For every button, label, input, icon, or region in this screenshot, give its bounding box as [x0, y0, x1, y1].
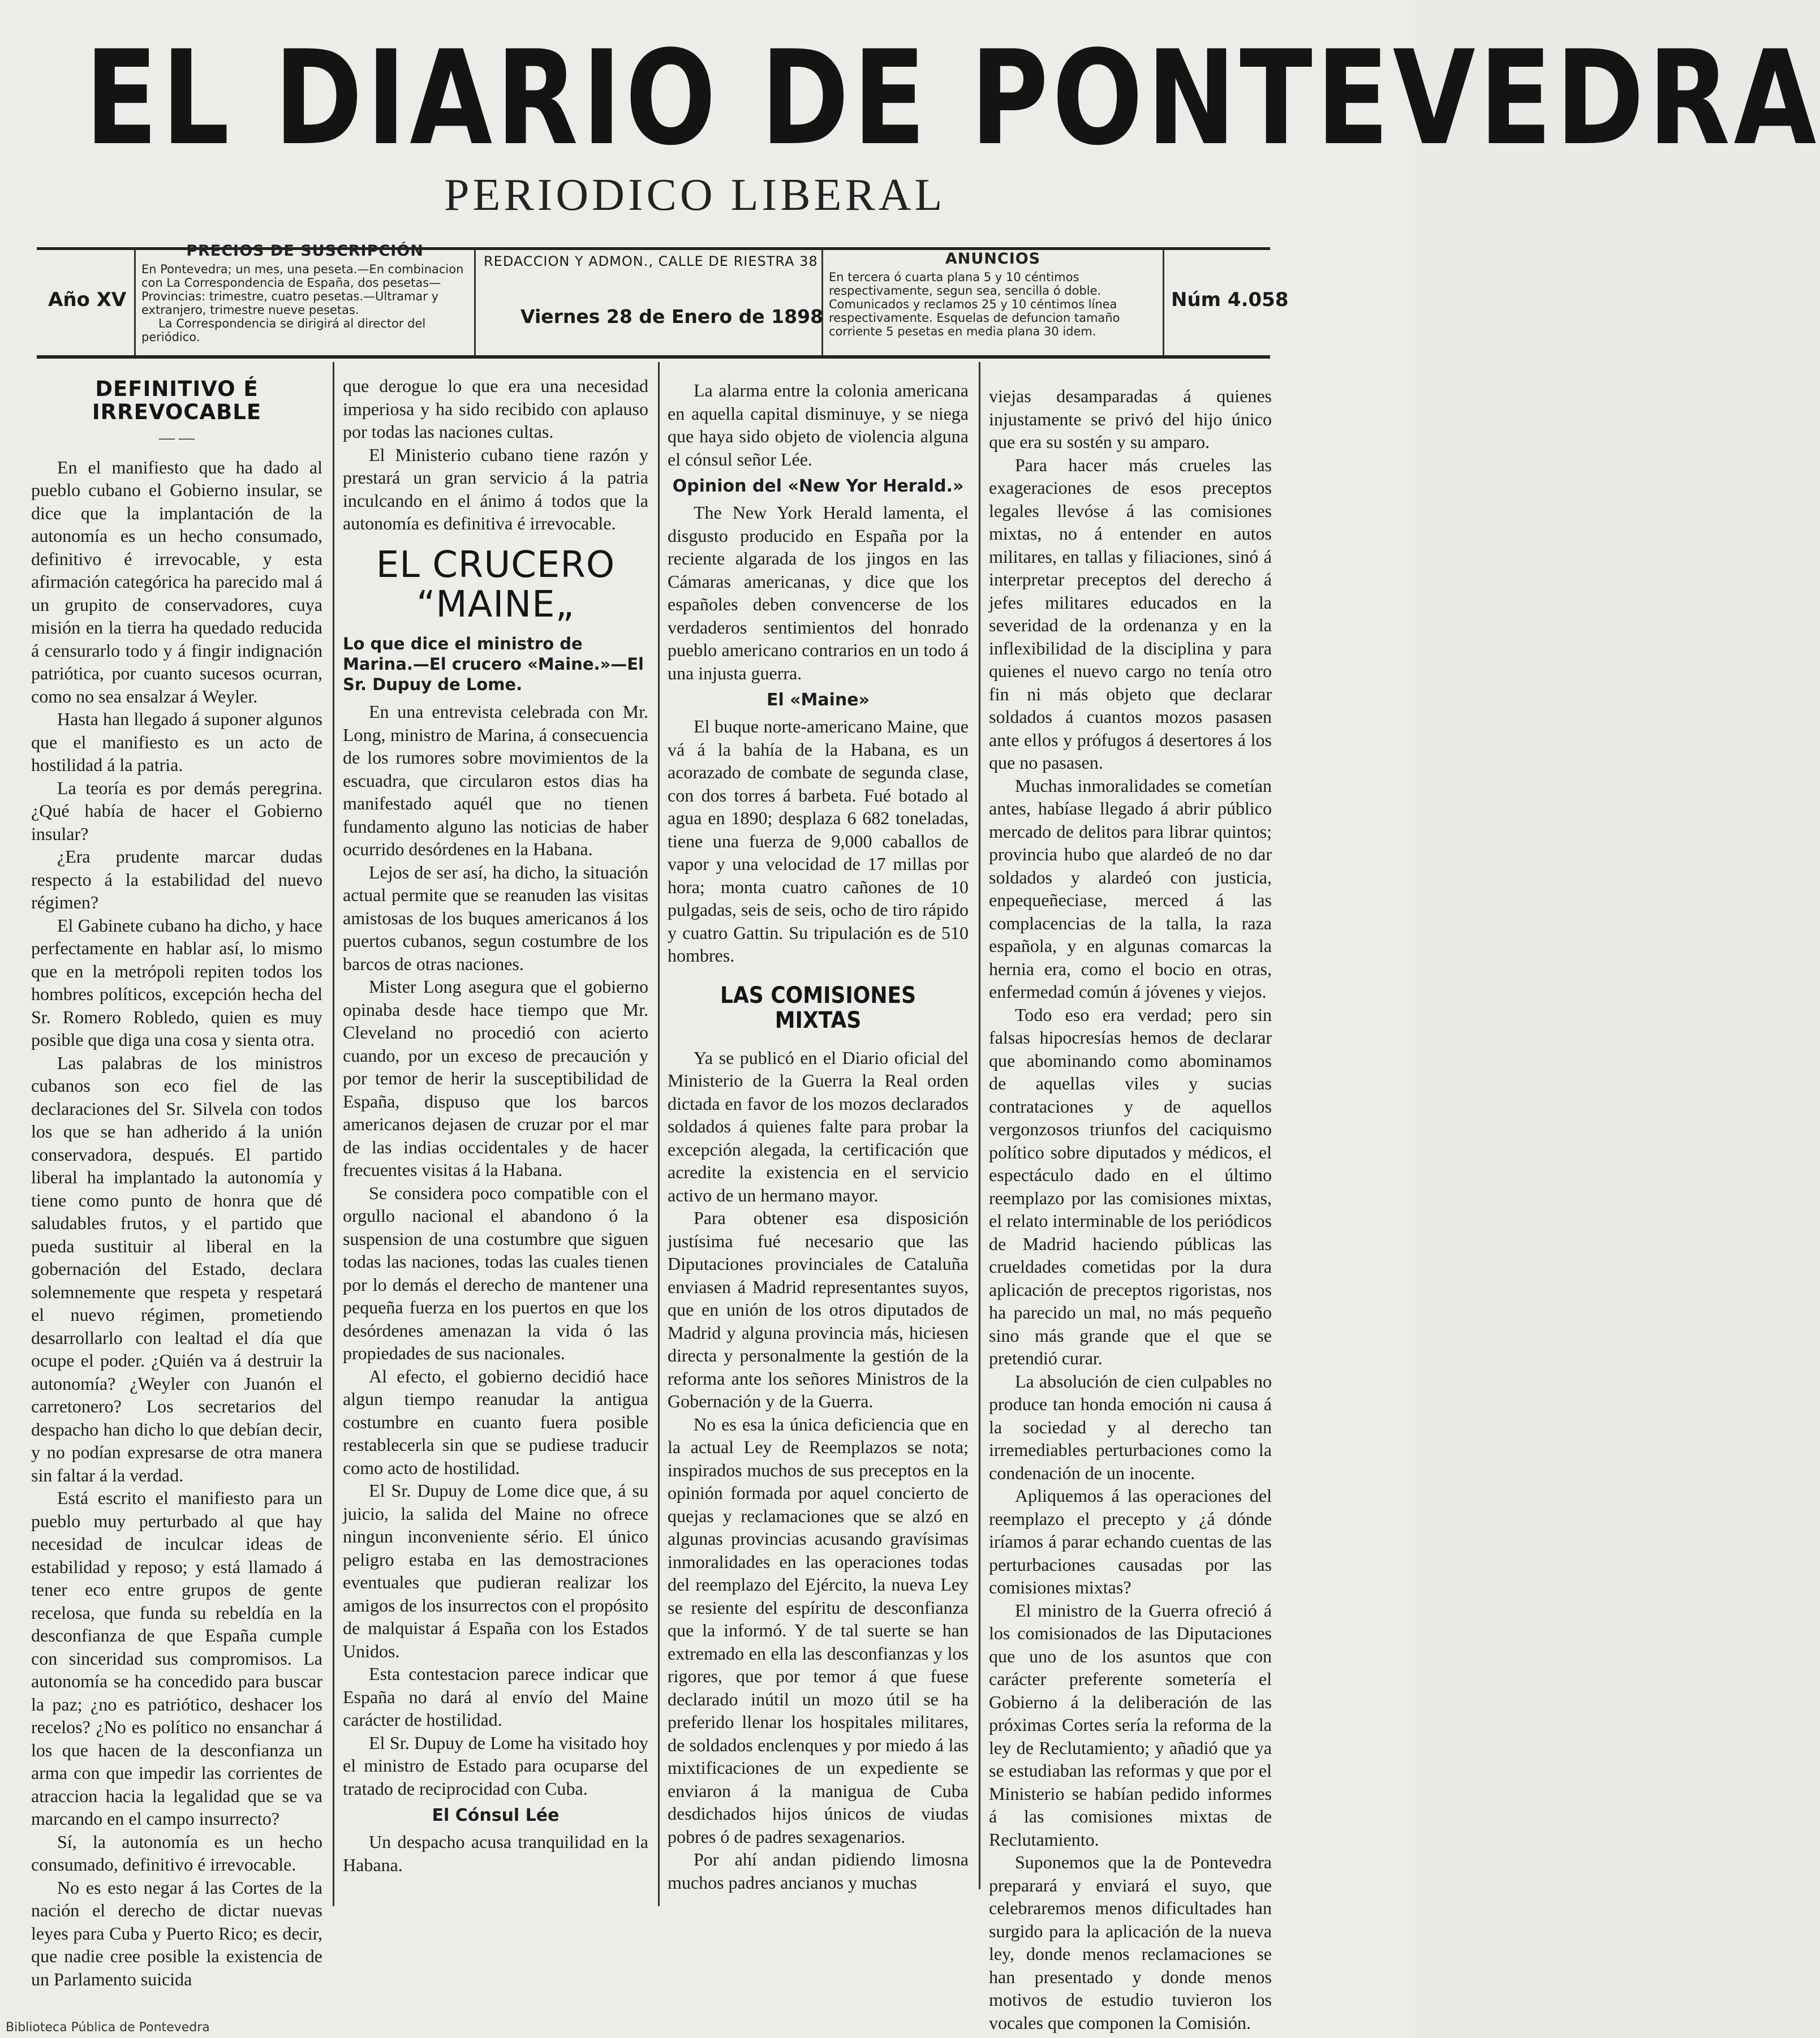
paragraph: No es esto negar á las Cortes de la nación el derecho de dictar nuevas leyes para Cuba y Puerto Rico; es decir, que nadie cree posible la existencia de un Parlamento suicida: [31, 1877, 322, 1989]
subscription-title: PRECIOS DE SUSCRIPCIÓN: [186, 242, 424, 260]
paragraph: El Sr. Dupuy de Lome dice que, á su juicio, la salida del Maine no ofrece ningun inconveniente sério. El único peligro estaba en las demostraciones eventuales que pudieran realizar los amigos de los insurrectos con el propósito de malquistar á España con los Estados Unidos.: [343, 1480, 648, 1661]
paragraph: Por ahí andan pidiendo limosna muchos padres ancianos y muchas: [668, 1849, 969, 1893]
paragraph: Sí, la autonomía es un hecho consumado, definitivo é irrevocable.: [31, 1831, 322, 1875]
header-divider: [474, 249, 476, 355]
paragraph: El Gabinete cubano ha dicho, y hace perfectamente en hablar así, lo mismo que en la metrópoli repiten todos los hombres políticos, excepción hecha del Sr. Romero Robledo, quien es muy posible que diga una cosa y sienta otra.: [31, 915, 322, 1050]
paragraph: The New York Herald lamenta, el disgusto producido en España por la reciente algarada de los jingos en las Cámaras americanas, y dice que los españoles deben convencerse de los verdaderos sentimientos del honrado pueblo americano contrarios en un todo á una injusta guerra.: [668, 502, 969, 683]
paragraph: Esta contestacion parece indicar que España no dará al envío del Maine carácter de hostilidad.: [343, 1664, 648, 1730]
subscription-box: [141, 244, 468, 344]
paragraph: Suponemos que la de Pontevedra preparará y enviará el suyo, que celebraremos menos dificultades han surgido para la aplicación de la nueva ley, donde menos reclamaciones se han presentado y donde menos motivos de estudio tuvieron los vocales que componen la Comisión.: [989, 1852, 1272, 2033]
library-credit: Biblioteca Pública de Pontevedra: [6, 2020, 210, 2035]
paragraph: Para obtener esa disposición justísima fué necesario que las Diputaciones provinciales de Cataluña enviasen á Madrid representantes suyos, que en unión de los otros diputados de Madrid y alguna provincia más, hiciesen directa y personalmente la gestión de la reforma ante los señores Ministros de la Gobernación y de la Guerra.: [668, 1208, 969, 1411]
article-subheading-maine-ship: El «Maine»: [766, 690, 870, 710]
paragraph: viejas desamparadas á quienes injustamente se privó del hijo único que era su sostén y su amparo.: [989, 386, 1272, 452]
paragraph: Ya se publicó en el Diario oficial del Ministerio de la Guerra la Real orden dictada en favor de los mozos declarados soldados á quienes falte para probar la excepción alegada, la certificación que acredite la existencia en el servicio activo de un hermano mayor.: [668, 1047, 969, 1205]
paragraph: Se considera poco compatible con el orgullo nacional el abandono ó la suspension de una costumbre que siguen todas las naciones, todas las cuales tienen por lo demás el derecho de mantener una pequeña fuerza en los puertos en que los desórdenes amenazan la vida ó las propiedades de sus nacionales.: [343, 1182, 648, 1364]
paragraph: ¿Era prudente marcar dudas respecto á la estabilidad del nuevo régimen?: [31, 846, 322, 913]
paragraph: que derogue lo que era una necesidad imperiosa y ha sido recibido con aplauso por todas las naciones cultas.: [343, 376, 648, 442]
issue-number: Núm 4.058: [1171, 288, 1289, 311]
paragraph: La absolución de cien culpables no produce tan honda emoción ni causa á la sociedad y al derecho tan irremediables perturbaciones como la condenación de un inocente.: [989, 1371, 1272, 1483]
masthead-title: EL DIARIO DE PONTEVEDRA: [85, 23, 1820, 174]
paragraph: La alarma entre la colonia americana en aquella capital disminuye, y se niega que haya sido objeto de violencia alguna el cónsul señor Lée.: [668, 380, 969, 469]
article-heading-definitivo: DEFINITIVO É IRREVOCABLE: [92, 377, 262, 424]
paragraph: Para hacer más crueles las exageraciones de esos preceptos legales llevóse á las comisiones mixtas, no á entender en autos militares, en tallas y filiaciones, sinó á interpretar preceptos del derecho á jefes militares educados en la severidad de la ordenanza y en la inflexibilidad de la disciplina y para quienes el nuevo cargo no tenía otro fin ni más objeto que declarar soldados á cuantos mozos pasasen ante ellos y prófugos á desertores á los que no pasasen.: [989, 454, 1272, 773]
ads-title: ANUNCIOS: [945, 250, 1041, 268]
column-3: [668, 379, 969, 1894]
paragraph: El Sr. Dupuy de Lome ha visitado hoy el ministro de Estado para ocuparse del tratado de reciprocidad con Cuba.: [343, 1732, 648, 1799]
header-divider: [134, 249, 136, 355]
paragraph: Muchas inmoralidades se cometían antes, habíase llegado á abrir público mercado de delitos para librar quintos; provincia hubo que alardeó de no dar soldados y alardeó con justicia, enpequeñeciase, merced á las complacencias de la talla, la raza española, y en algunas comarcas la hernia era, como el bocio en otras, enfermedad común á jóvenes y viejos.: [989, 775, 1272, 1002]
paragraph: El Ministerio cubano tiene razón y prestará un gran servicio á la patria inculcando en el ánimo á todos que la autonomía es definitiva é irrevocable.: [343, 444, 648, 533]
header-divider: [1163, 249, 1164, 355]
issue-year: Año XV: [48, 288, 127, 311]
paragraph: Al efecto, el gobierno decidió hace algun tiempo reanudar la antigua costumbre en cuanto fuera posible restablecerla sin que se pudiese traducir como acto de hostilidad.: [343, 1365, 648, 1478]
column-2: [343, 374, 648, 1876]
header-bottom-rule: [37, 355, 1270, 359]
header-divider: [821, 249, 823, 355]
paragraph: Hasta han llegado á suponer algunos que el manifiesto es un acto de hostilidad á la patria.: [31, 709, 322, 775]
paragraph: Está escrito el manifiesto para un pueblo muy perturbado al que hay necesidad de inculcar ideas de estabilidad y reposo; y está llamado á tener eco entre grupos de gente recelosa, que funda su rebeldía en la desconfianza de que España cumple con sinceridad sus compromisos. La autonomía se ha concedido para buscar la paz; ¿no es patriótico, deshacer los recelos? ¿No es político no ensanchar á los que hacen de la desconfianza un arma con que impedir las corrientes de atraccion hacia la legalidad que se va marcando en el campo insurrecto?: [31, 1488, 322, 1829]
subscription-text-2: La Correspondencia se dirigirá al director del periódico.: [141, 317, 426, 344]
article-heading-maine: EL CRUCERO “MAINE„: [376, 544, 616, 626]
paragraph: Lejos de ser así, ha dicho, la situación actual permite que se reanuden las visitas amistosas de los buques americanos á los puertos cubanos, segun costumbre de los barcos de otras naciones.: [343, 861, 648, 974]
ads-text: En tercera ó cuarta plana 5 y 10 céntimos respectivamente, segun sea, sencilla ó doble. Comunicados y reclamos 25 y 10 céntimos línea respectivamente. Esquelas de defuncion tamaño corriente 5 pesetas en media plana 30 idem.: [829, 270, 1120, 338]
issue-date: Viernes 28 de Enero de 1898: [520, 305, 824, 328]
paragraph: Un despacho acusa tranquilidad en la Habana.: [343, 1832, 648, 1875]
paragraph: El buque norte-americano Maine, que vá á la bahía de la Habana, es un acorazado de combate de segunda clase, con dos torres á barbeta. Fué botado al agua en 1890; desplaza 6 682 toneladas, tiene una fuerza de 9,000 caballos de vapor y una velocidad de 17 millas por hora; monta cuatro cañones de 10 pulgadas, seis de seis, ocho de tiro rápido y cuatro Gattin. Su tripulación es de 510 hombres.: [668, 716, 969, 966]
article-subheading-marina: Lo que dice el ministro de Marina.—El crucero «Maine.»—El Sr. Dupuy de Lome.: [343, 634, 644, 695]
article-heading-comisiones: LAS COMISIONES MIXTAS: [720, 982, 917, 1033]
paragraph: Las palabras de los ministros cubanos son eco fiel de las declaraciones del Sr. Silvela con todos los que se han adherido á la unión conservadora, después. El partido liberal ha implantado la autonomía y tiene como punto de honra que dé saludables frutos, y el partido que pueda sustituir al liberal en la gobernación del Estado, declara solemnemente que respeta y respetará el nuevo régimen, prometiendo desarrollarlo con lealtad el día que ocupe el poder. ¿Quién va á destruir la autonomía? ¿Weyler con Juanón el carretonero? Los secretarios del despacho han dicho lo que debían decir, y no podían expresarse de otra manera sin faltar á la verdad.: [31, 1052, 322, 1485]
column-divider: [333, 362, 334, 1906]
article-subheading-consul: El Cónsul Lée: [432, 1806, 560, 1826]
paragraph: En el manifiesto que ha dado al pueblo cubano el Gobierno insular, se dice que la implantación de la autonomía es un hecho consumado, definitivo é irrevocable, y esta afirmación categórica ha parecido mal á un grupito de conservadores, cuya misión en la tierra ha quedado reducida á censurarlo todo y á fingir indignación patriótica, por cuanto sucesos ocurran, como no sea ensalzar á Weyler.: [31, 456, 322, 706]
masthead-subtitle: PERIODICO LIBERAL: [444, 170, 946, 220]
paragraph: En una entrevista celebrada con Mr. Long, ministro de Marina, á consecuencia de los rumores sobre movimientos de la escuadra, que circularon estos dias ha manifestado aquél que no tienen fundamento alguno las noticias de haber ocurrido desórdenes en la Habana.: [343, 701, 648, 860]
paragraph: La teoría es por demás peregrina. ¿Qué había de hacer el Gobierno insular?: [31, 777, 322, 844]
column-divider: [658, 362, 660, 1906]
paragraph: Todo eso era verdad; pero sin falsas hipocresías hemos de declarar que abominando como abominamos de aquellas viles y sucias contrataciones y de aquellos vergonzosos triunfos del caciquismo político sobre diputados y médicos, el espectáculo dado en el último reemplazo por las comisiones mixtas, el relato interminable de los periódicos de Madrid haciendo públicas las crueldades cometidas por la dura aplicación de preceptos rigoristas, nos ha parecido un mal, no más pequeño sino más grande que el que se pretendió curar.: [989, 1004, 1272, 1368]
paragraph: Apliquemos á las operaciones del reemplazo el precepto y ¿á dónde iríamos á parar echando cuentas de las perturbaciones causadas por las comisiones mixtas?: [989, 1485, 1272, 1597]
paragraph: Mister Long asegura que el gobierno opinaba desde hace tiempo que Mr. Cleveland no procedió con acierto cuando, por un exceso de precaución y por temor de herir la susceptibilidad de España, dispuso que los barcos americanos dejasen de cruzar por el mar de las indias occidentales y de hacer frecuentes visitas á la Habana.: [343, 976, 648, 1180]
heading-dash: — —: [159, 429, 195, 447]
column-divider: [979, 362, 980, 1889]
ads-box: [829, 252, 1157, 338]
column-1: [31, 378, 322, 1990]
article-subheading-herald: Opinion del «New Yor Herald.»: [672, 476, 964, 496]
subscription-text: En Pontevedra; un mes, una peseta.—En combinacion con La Correspondencia de España, dos pesetas—Provincias: trimestre, cuatro pesetas.—Ultramar y extranjero, trimestre nueve pesetas.: [141, 262, 464, 317]
column-4: [989, 385, 1272, 2034]
paragraph: El ministro de la Guerra ofreció á los comisionados de las Diputaciones que uno de los asuntos que con carácter preferente sometería el Gobierno á la deliberación de las próximas Cortes sería la reforma de la ley de Reclutamiento; y añadió que ya se estudiaban las reformas y que por el Ministerio se habían pedido informes á las comisiones mixtas de Reclutamiento.: [989, 1600, 1272, 1850]
paragraph: No es esa la única deficiencia que en la actual Ley de Reemplazos se nota; inspirados muchos de sus preceptos en la opinión formada por aquel concierto de quejas y reclamaciones que se alzó en algunas provincias acusando gravísimas inmoralidades en las operaciones todas del reemplazo del Ejército, la nueva Ley se resiente del espíritu de desconfianza que la informó. Y de tal suerte se han extremado en ella las desconfianzas y los rigores, que por temor á que fuese declarado inútil un mozo útil se ha preferido llenar los hospitales militares, de soldados enclenques y por miedo á las mixtificaciones de un expediente se enviaron á la manigua de Cuba desdichados hijos únicos de viudas pobres ó de padres sexagenarios.: [668, 1414, 969, 1847]
editorial-address: REDACCION Y ADMON., CALLE DE RIESTRA 38: [484, 253, 818, 269]
